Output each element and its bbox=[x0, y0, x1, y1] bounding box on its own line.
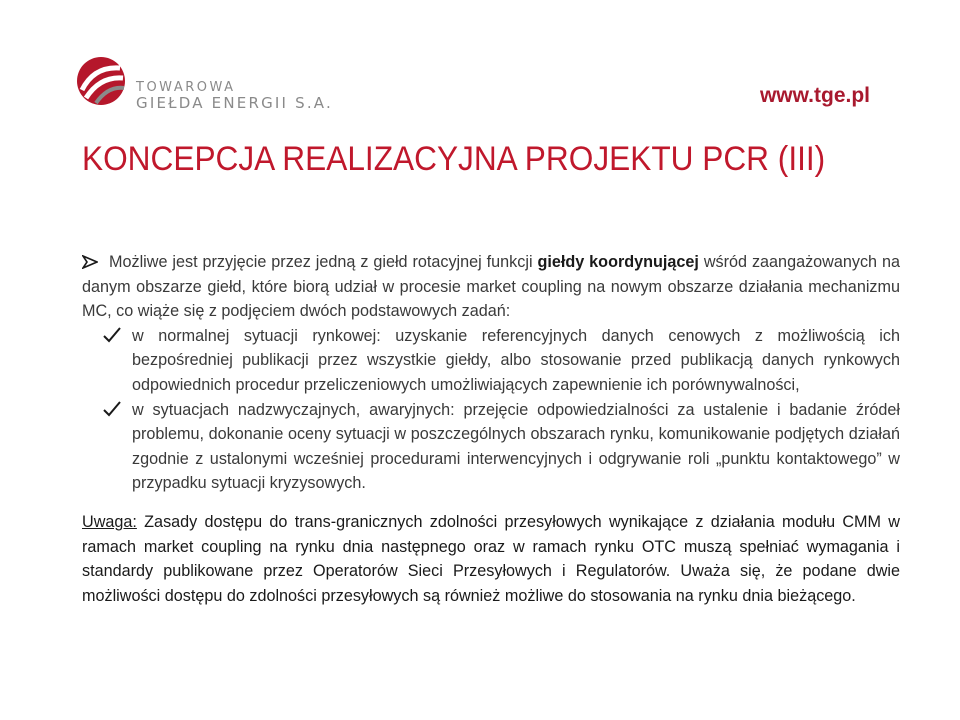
arrow-bullet-icon bbox=[82, 255, 98, 269]
website-url: www.tge.pl bbox=[759, 84, 870, 107]
main-bullet bbox=[82, 250, 900, 324]
intro-text-bold: giełdy koordynującej bbox=[537, 253, 699, 271]
logo-text-line2: GIEŁDA ENERGII S.A. bbox=[136, 94, 333, 112]
note-paragraph bbox=[82, 510, 900, 608]
note-text: Zasady dostępu do trans-granicznych zdolności przesyłowych wynikające z działania modułu CMM w ramach market coupling na rynku dnia następnego oraz w ramach rynku OTC muszą spełniać wymagania i standardy publikowane przez Operatorów Sieci Przesyłowych i Regulatorów. Uważa się, że podane dwie możliwości dostępu do zdolności przesyłowych są również możliwe do stosowania na rynku dnia bieżącego. bbox=[82, 512, 900, 605]
intro-paragraph bbox=[82, 250, 900, 324]
intro-text-before: Możliwe jest przyjęcie przez jedną z giełd rotacyjnej funkcji bbox=[109, 253, 538, 271]
intro-text-after: wśród zaangażowanych na danym obszarze giełd, które biorą udział w procesie market coupling na nowym obszarze działania mechanizmu MC, co wiąże się z podjęciem dwóch podstawowych zadań: bbox=[82, 253, 900, 321]
check-list bbox=[82, 324, 900, 496]
check-item-text: w normalnej sytuacji rynkowej: uzyskanie referencyjnych danych cenowych z możliwością ich bezpośredniej publikacji przez wszystkie giełdy, albo stosowanie przed publikacją danych rynkowych odpowiednich procedur przeliczeniowych umożliwiających zapewnienie ich porównywalności, bbox=[132, 326, 900, 394]
slide-content bbox=[82, 250, 900, 608]
checkmark-icon bbox=[102, 400, 122, 418]
check-item bbox=[82, 398, 900, 496]
note-label: Uwaga: bbox=[82, 512, 137, 531]
check-item-text: w sytuacjach nadzwyczajnych, awaryjnych: przejęcie odpowiedzialności za ustalenie i badanie źródeł problemu, dokonanie oceny sytuacji w poszczególnych obszarach rynku, komunikowanie podjętych działań zgodnie z ustalonymi wcześniej procedurami interwencyjnych i odgrywanie roli „punktu kontaktowego” w przypadku sytuacji kryzysowych. bbox=[132, 400, 900, 493]
tge-logo bbox=[76, 56, 366, 116]
logo-text-line1: TOWAROWA bbox=[136, 80, 236, 95]
check-item bbox=[82, 324, 900, 398]
checkmark-icon bbox=[102, 326, 122, 344]
tge-logo-mark-icon bbox=[76, 56, 126, 106]
slide-title: KONCEPCJA REALIZACYJNA PROJEKTU PCR (III) bbox=[82, 140, 826, 178]
